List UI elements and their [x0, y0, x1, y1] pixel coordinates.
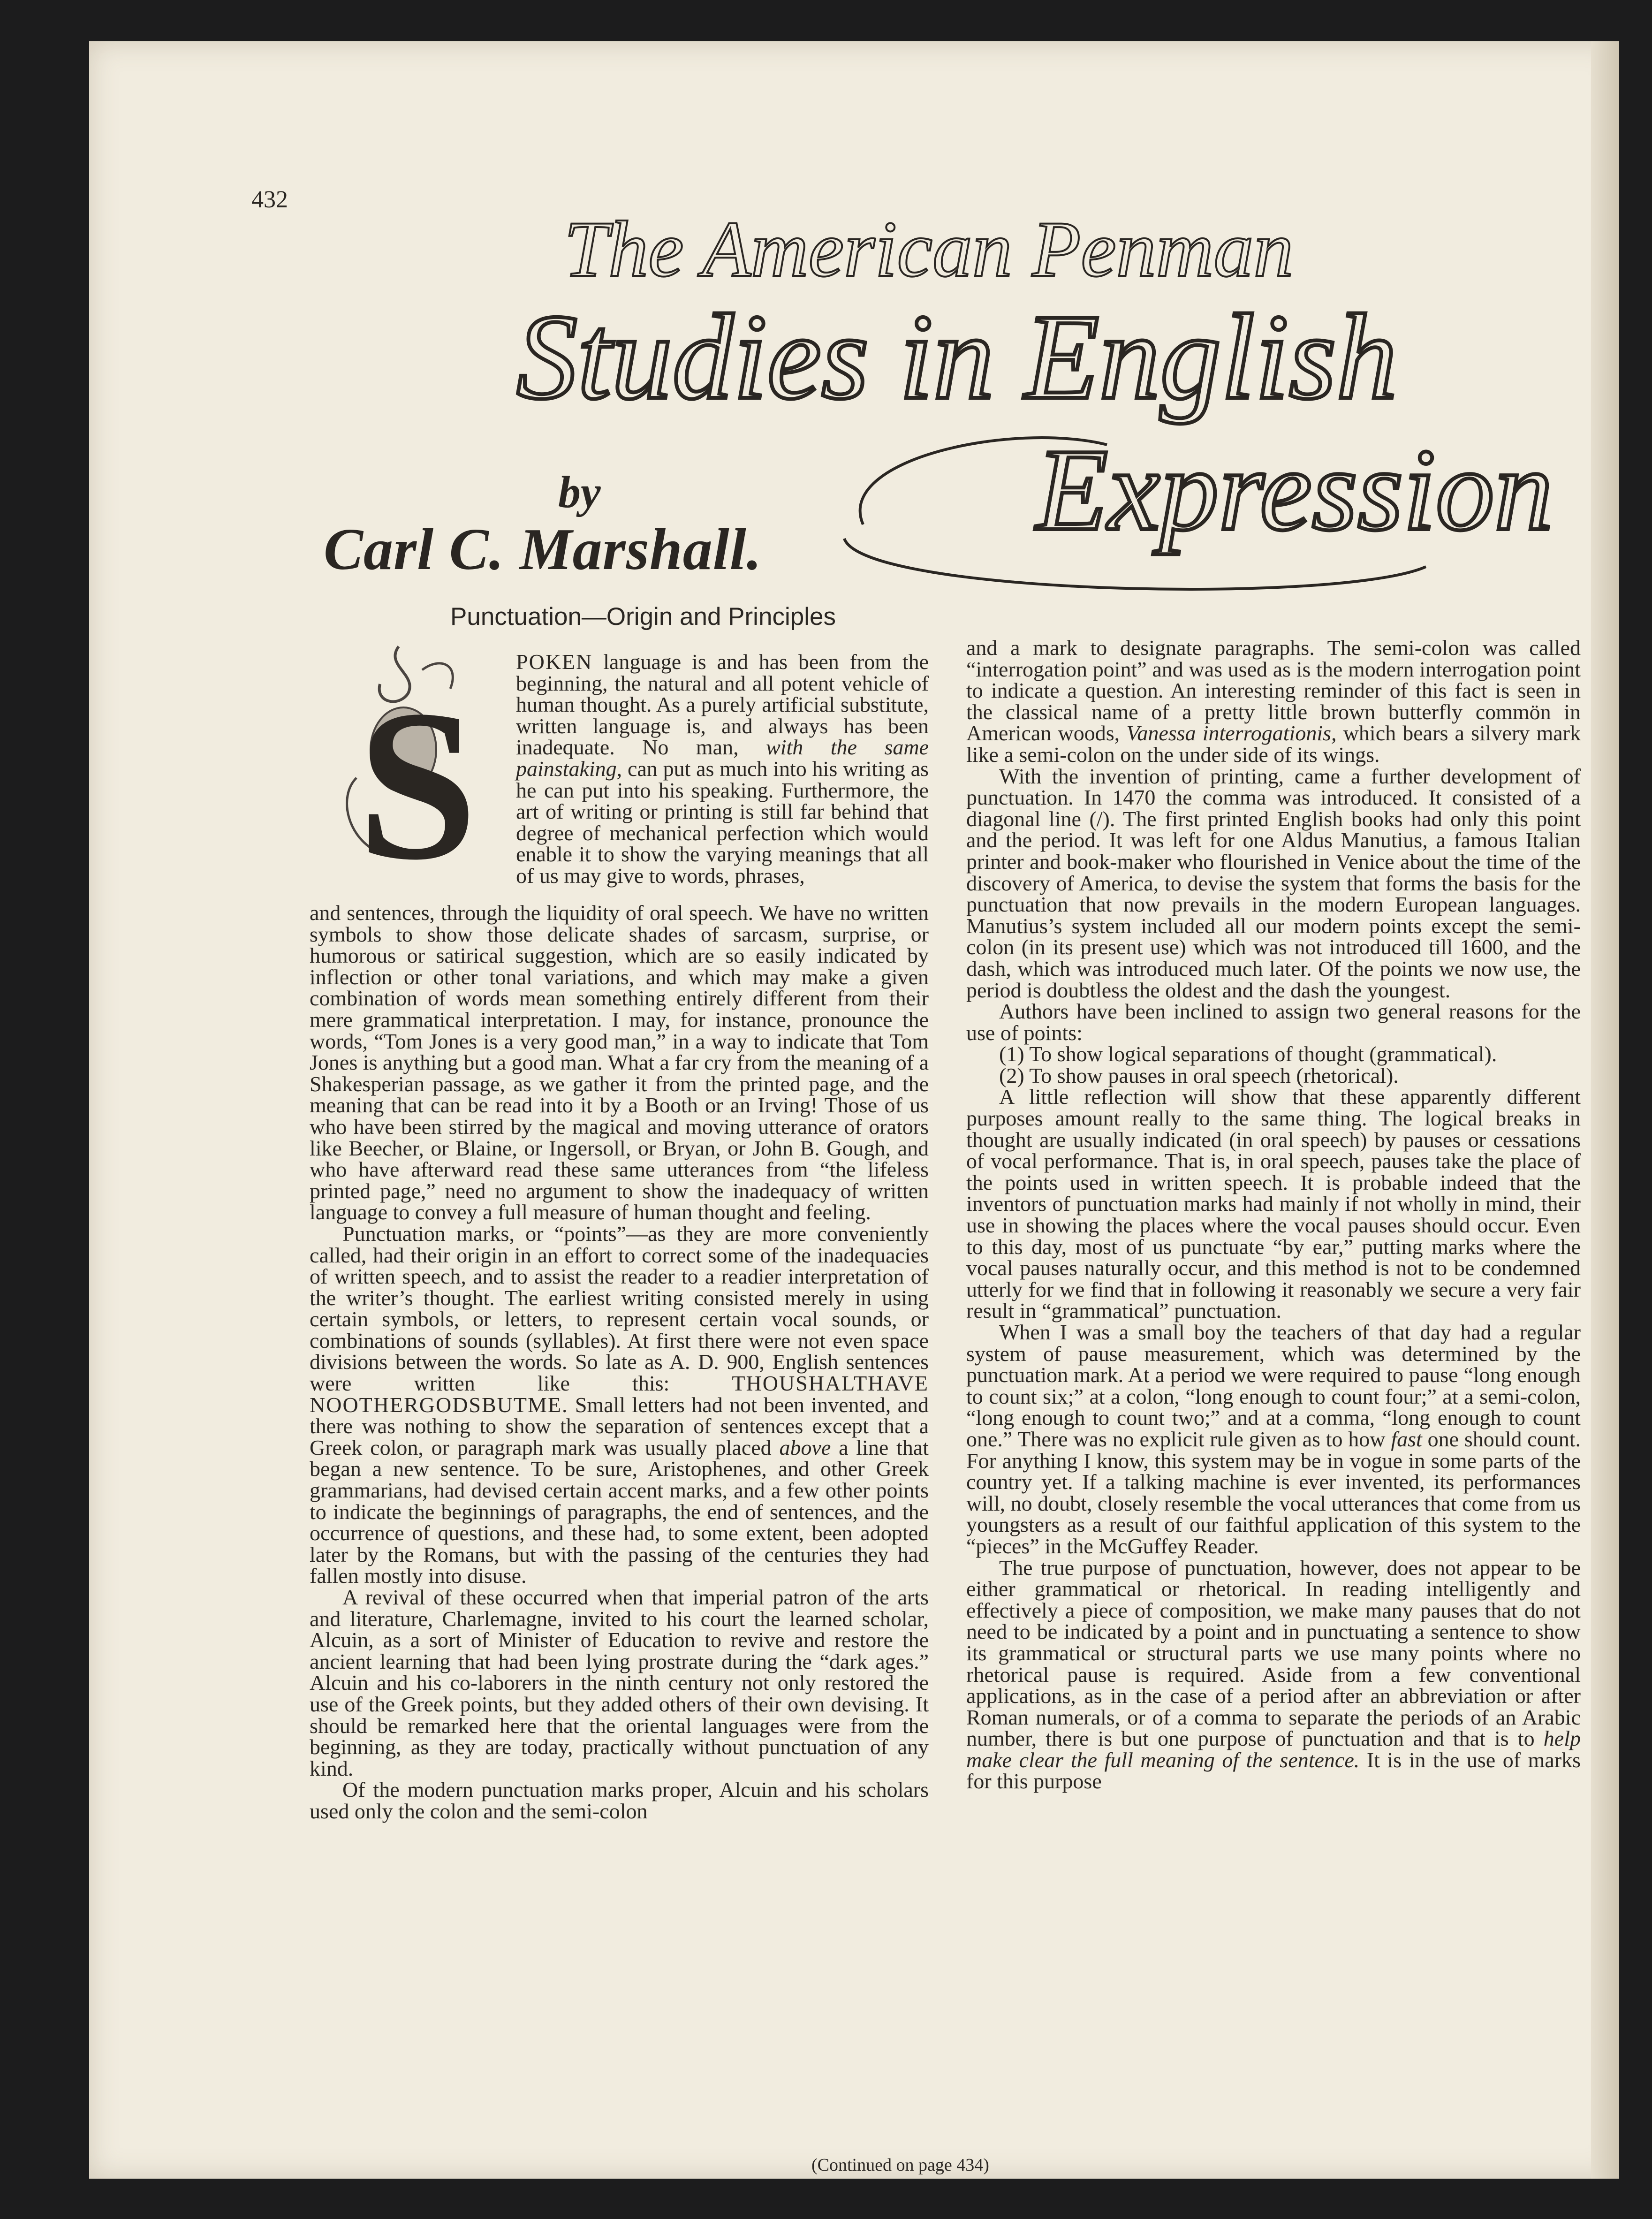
paragraph: The true purpose of punctuation, however, does not appear to be either grammatical or rhetorical. In reading intelligently and effectively a piece of composition, we make many pauses that do not need to be indicated by a point and in punctuating a sentence to show its grammatical or structural parts we use many points where no rhetorical pause is required. Aside from a few conventional applications, as in the case of a period after an abbreviation or after Roman numerals, or of a comma to separate the periods of an Arabic number, there is but one purpose of punctuation and that is to help make clear the full meaning of the sentence. It is in the use of marks for this purpose — [966, 1555, 1581, 1793]
paragraph: A revival of these occurred when that imperial patron of the arts and literature, Charlemagne, invited to his court the learned scholar, Alcuin, as a sort of Minister of Education to revive and restore the ancient learning that had been lying prostrate during the “dark ages.” Alcuin and his co-laborers in the ninth century not only restored the use of the Greek points, but they added others of their own devising. It should be remarked here that the oriental languages were from the beginning, as they are today, practically without punctuation of any kind. — [310, 1585, 929, 1780]
title-line-1: Studies in English — [516, 304, 1397, 425]
dropcap-illustration — [328, 637, 507, 881]
paragraph: (2) To show pauses in oral speech (rhetorical). — [999, 1063, 1399, 1087]
continued-note: (Continued on page 434) — [811, 2155, 989, 2175]
paragraph: A little reflection will show that these apparently different purposes amount really to the same thing. The logical breaks in thought are usually indicated (in oral speech) by pauses or cessations of vocal performance. That is, in oral speech, pauses take the place of the points used in written speech. It is probable indeed that the inventors of punctuation marks had mainly if not wholly in mind, their use in showing the places where the vocal pauses should occur. Even to this day, most of us punctuate “by ear,” putting marks where the vocal pauses naturally occur, and this method is not to be condemned utterly for we find that in following it reasonably we secure a very fair result in “grammatical” punctuation. — [966, 1085, 1581, 1323]
paragraph: and a mark to designate paragraphs. The semi-colon was called “interrogation point” and was used as is the modern interrogation point to indicate a question. An interesting reminder of this fact is seen in the classical name of a pretty little brown butterfly commön in American woods, Vanessa interrogationis, which bears a silvery mark like a semi-colon on the under side of its wings. — [966, 636, 1581, 767]
paragraph: Punctuation marks, or “points”—as they are more conveniently called, had their origin in an effort to correct some of the inadequacies of written speech, and to assist the reader to a readier interpretation of the writer’s thought. The earliest writing consisted merely in using certain symbols, or letters, to represent certain vocal sounds, or combinations of sounds (syllables). At first there were not even space divisions between the words. So late as A. D. 900, English sentences were written like this: THOUSHALTHAVE NOOTHERGODSBUTME. Small letters had not been invented, and there was nothing to show the separation of sentences except that a Greek colon, or paragraph mark was usually placed above a line that began a new sentence. To be sure, Aristophenes, and other Greek grammarians, had devised certain accent marks, and a few other points to indicate the beginnings of paragraphs, the end of sentences, and the occurrence of questions, and these had, to some extent, been adopted later by the Romans, but with the passing of the centuries they had fallen mostly into disuse. — [310, 1221, 929, 1588]
byline-author: Carl C. Marshall. — [324, 517, 762, 582]
masthead — [389, 191, 1468, 309]
byline-by: by — [558, 467, 601, 517]
paragraph: Authors have been inclined to assign two general reasons for the use of points: — [966, 999, 1581, 1045]
section-heading: Punctuation—Origin and Principles — [450, 603, 836, 631]
right-column — [966, 637, 1581, 1792]
magazine-page — [89, 41, 1619, 2179]
paragraph: (1) To show logical separations of thought (grammatical). — [999, 1042, 1497, 1066]
paragraph: and sentences, through the liquidity of oral speech. We have no written symbols to show those delicate shades of sarcasm, surprise, or humorous or satirical suggestion, which are so easily indicated by inflection or other tonal variations, and which may make a given combination of words mean something entirely different from their mere grammatical interpretation. I may, for instance, pronounce the words, “Tom Jones is a very good man,” in a way to indicate that Tom Jones is anything but a good man. What a far cry from the meaning of a Shakesperian passage, as we gather it from the printed page, and the meaning that can be read into it by a Booth or an Irving! Those of us who have been stirred by the magical and moving utterance of orators like Beecher, or Blaine, or Ingersoll, or Bryan, or John B. Gough, and who have afterward read these same utterances from “the lifeless printed page,” need no argument to show the inadequacy of written language to convey a full measure of human thought and feeling. — [310, 901, 929, 1224]
title-line-2: Expression — [1036, 425, 1553, 555]
intro-paragraph: POKEN language is and has been from the beginning, the natural and all potent vehicle of human thought. As a purely artificial substitute, written language is, and always has been inadequate. No man, with the same painstaking, can put as much into his writing as he can put into his speaking. Furthermore, the art of writing or printing is still far behind that degree of mechanical perfection which would enable it to show the varying meanings that all of us may give to words, phrases, — [516, 650, 929, 888]
paragraph: Of the modern punctuation marks proper, Alcuin and his scholars used only the colon and the semi-colon — [310, 1778, 929, 1823]
paragraph: When I was a small boy the teachers of that day had a regular system of pause measurement, which was determined by the punctuation mark. At a period we were required to pause “long enough to count six;” at a colon, “long enough to count four;” at a semi-colon, “long enough to count two;” and at a comma, “long enough to count one.” There was no explicit rule given as to how fast one should count. For anything I know, this system may be in vogue in some parts of the country yet. If a talking machine is ever invented, its performances will, no doubt, closely resemble the vocal utterances that come from us youngsters as a result of our faithful application of this system to the “pieces” in the McGuffey Reader. — [966, 1320, 1581, 1558]
svg-text:The American Penman: The American Penman — [564, 205, 1294, 293]
page-number: 432 — [251, 186, 288, 213]
dropcap-letter: S — [357, 665, 477, 881]
paragraph: With the invention of printing, came a further development of punctuation. In 1470 the comma was introduced. It consisted of a diagonal line (/). The first printed English books had only this point and the period. It was left for one Aldus Manutius, a famous Italian printer and book-maker who flourished in Venice about the time of the discovery of America, to devise the system that forms the basis for the punctuation that now prevails in the modern European languages. Manutius’s system included all our modern points except the semi-colon (in its present use) which was not introduced till 1600, and the dash, which was introduced much later. Of the points we now use, the period is doubtless the oldest and the dash the youngest. — [966, 764, 1581, 1002]
left-column — [310, 902, 929, 1822]
